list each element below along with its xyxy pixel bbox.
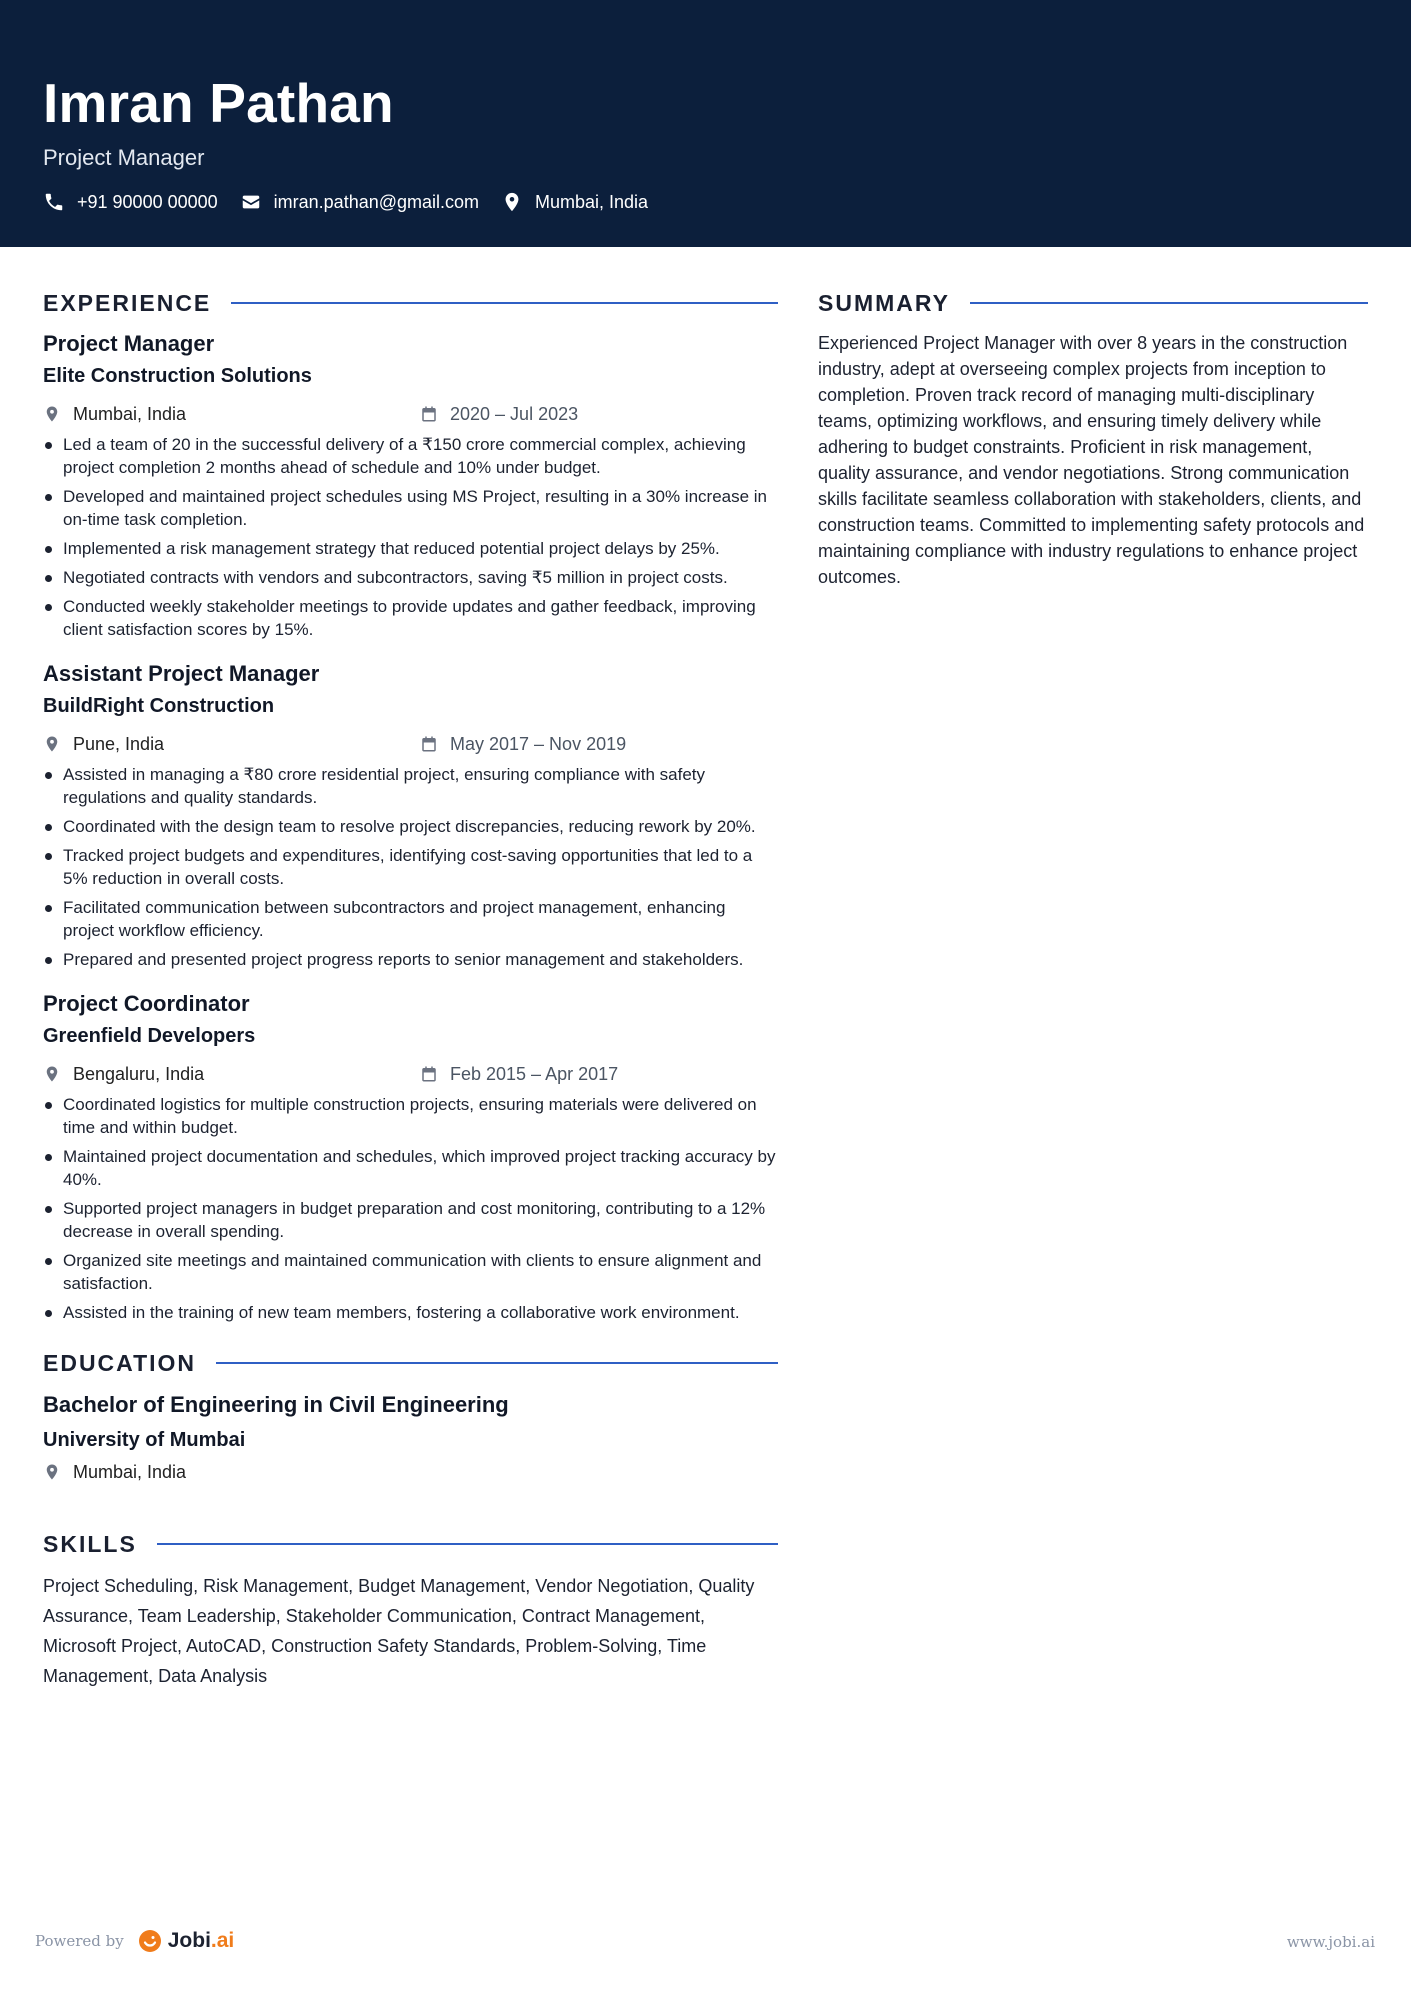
section-divider xyxy=(970,302,1368,304)
contact-location xyxy=(501,190,648,214)
bullet-item: Led a team of 20 in the successful delivery of a ₹150 crore commercial complex, achieving project completion 2 months ahead of schedule and 10% under budget. xyxy=(43,433,778,479)
right-column xyxy=(818,288,1368,590)
section-title: EXPERIENCE xyxy=(43,289,212,316)
bullet-item: Prepared and presented project progress reports to senior management and stakeholders. xyxy=(43,948,778,971)
summary-heading xyxy=(818,288,1368,318)
education-heading xyxy=(43,1348,778,1378)
education-school: University of Mumbai xyxy=(43,1429,246,1451)
location-pin-icon xyxy=(43,735,61,753)
resume-header xyxy=(0,0,1411,247)
bullet-item: Coordinated with the design team to resolve project discrepancies, reducing rework by 20%. xyxy=(43,815,778,838)
experience-entry xyxy=(43,329,778,641)
job-dates-text: Feb 2015 – Apr 2017 xyxy=(450,1063,619,1084)
phone-icon xyxy=(43,191,65,213)
brand-name-prefix: Jobi xyxy=(167,1929,211,1952)
job-bullets xyxy=(43,433,778,641)
summary-text: Experienced Project Manager with over 8 years in the construction industry, adept at overseeing complex projects from inception to completion. Proven track record of managing multi-disciplinary teams, optimizing workflows, and ensuring timely delivery while adhering to budget constraints. Proficient in risk management, quality assurance, and vendor negotiations. Strong communication skills facilitate seamless collaboration with stakeholders, clients, and construction teams. Committed to implementing safety protocols and maintaining compliance with industry regulations to enhance project outcomes. xyxy=(818,333,1365,587)
job-location-text: Pune, India xyxy=(73,733,165,754)
bullet-item: Facilitated communication between subcontractors and project management, enhancing project workflow efficiency. xyxy=(43,896,778,942)
job-title: Project Coordinator xyxy=(43,991,250,1016)
skills-heading xyxy=(43,1529,778,1559)
job-meta xyxy=(43,401,778,427)
job-location xyxy=(43,404,420,425)
job-title: Assistant Project Manager xyxy=(43,661,320,686)
job-dates-text: May 2017 – Nov 2019 xyxy=(450,733,627,754)
job-location-text: Bengaluru, India xyxy=(73,1063,205,1084)
job-meta xyxy=(43,731,778,757)
section-divider xyxy=(216,1362,778,1364)
location-pin-icon xyxy=(43,1065,61,1083)
calendar-icon xyxy=(420,405,438,423)
job-dates xyxy=(420,1064,618,1085)
job-location-text: Mumbai, India xyxy=(73,403,187,424)
bullet-item: Assisted in managing a ₹80 crore residential project, ensuring compliance with safety regulations and quality standards. xyxy=(43,763,778,809)
section-title: SUMMARY xyxy=(818,289,950,316)
calendar-icon xyxy=(420,735,438,753)
section-title: EDUCATION xyxy=(43,1349,197,1376)
contact-location-text: Mumbai, India xyxy=(535,192,649,212)
candidate-role: Project Manager xyxy=(43,145,205,170)
job-dates-text: 2020 – Jul 2023 xyxy=(450,403,579,424)
contact-phone xyxy=(43,190,218,214)
education-location-text: Mumbai, India xyxy=(73,1461,187,1482)
bullet-item: Supported project managers in budget preparation and cost monitoring, contributing to a 12% decrease in overall spending. xyxy=(43,1197,778,1243)
section-title: SKILLS xyxy=(43,1530,137,1557)
email-icon xyxy=(240,191,262,213)
section-divider xyxy=(157,1543,778,1545)
job-company: BuildRight Construction xyxy=(43,695,275,717)
section-divider xyxy=(231,302,778,304)
footer-branding[interactable] xyxy=(35,1929,234,1953)
experience-entry xyxy=(43,989,778,1324)
powered-by-text: Powered by xyxy=(35,1932,124,1950)
job-meta xyxy=(43,1061,778,1087)
location-pin-icon xyxy=(501,191,523,213)
calendar-icon xyxy=(420,1065,438,1083)
education-degree: Bachelor of Engineering in Civil Engineering xyxy=(43,1392,509,1417)
job-location xyxy=(43,734,420,755)
contact-email[interactable] xyxy=(240,190,479,214)
contact-phone-text: +91 90000 00000 xyxy=(77,192,218,212)
job-bullets xyxy=(43,763,778,971)
location-pin-icon xyxy=(43,405,61,423)
website-link[interactable]: www.jobi.ai xyxy=(1286,1933,1375,1951)
brand-name-suffix: .ai xyxy=(210,1929,235,1952)
bullet-item: Tracked project budgets and expenditures, identifying cost-saving opportunities that led to a 5% reduction in overall costs. xyxy=(43,844,778,890)
bullet-item: Conducted weekly stakeholder meetings to provide updates and gather feedback, improving client satisfaction scores by 15%. xyxy=(43,595,778,641)
jobi-logo xyxy=(138,1929,162,1953)
bullet-item: Organized site meetings and maintained communication with clients to ensure alignment and satisfaction. xyxy=(43,1249,778,1295)
bullet-item: Developed and maintained project schedules using MS Project, resulting in a 30% increase in on-time task completion. xyxy=(43,485,778,531)
bullet-item: Coordinated logistics for multiple construction projects, ensuring materials were delivered on time and within budget. xyxy=(43,1093,778,1139)
job-company: Elite Construction Solutions xyxy=(43,365,312,387)
education-meta xyxy=(43,1459,778,1485)
bullet-item: Implemented a risk management strategy that reduced potential project delays by 25%. xyxy=(43,537,778,560)
job-title: Project Manager xyxy=(43,331,215,356)
bullet-item: Assisted in the training of new team members, fostering a collaborative work environment. xyxy=(43,1301,778,1324)
experience-heading xyxy=(43,288,778,318)
experience-entry xyxy=(43,659,778,971)
brand-name[interactable] xyxy=(168,1929,235,1953)
contact-bar xyxy=(43,190,670,214)
left-column xyxy=(43,288,778,1691)
job-dates xyxy=(420,734,626,755)
location-pin-icon xyxy=(43,1463,61,1481)
candidate-name: Imran Pathan xyxy=(43,72,394,134)
job-company: Greenfield Developers xyxy=(43,1025,256,1047)
skills-list: Project Scheduling, Risk Management, Budget Management, Vendor Negotiation, Quality Assurance, Team Leadership, Stakeholder Communication, Contract Management, Microsoft Project, AutoCAD, Construction Safety Standards, Problem-Solving, Time Management, Data Analysis xyxy=(43,1576,755,1686)
job-dates xyxy=(420,404,578,425)
bullet-item: Maintained project documentation and schedules, which improved project tracking accuracy by 40%. xyxy=(43,1145,778,1191)
bullet-item: Negotiated contracts with vendors and subcontractors, saving ₹5 million in project costs. xyxy=(43,566,778,589)
education-location xyxy=(43,1462,420,1483)
job-bullets xyxy=(43,1093,778,1324)
job-location xyxy=(43,1064,420,1085)
contact-email-text[interactable]: imran.pathan@gmail.com xyxy=(273,192,480,212)
